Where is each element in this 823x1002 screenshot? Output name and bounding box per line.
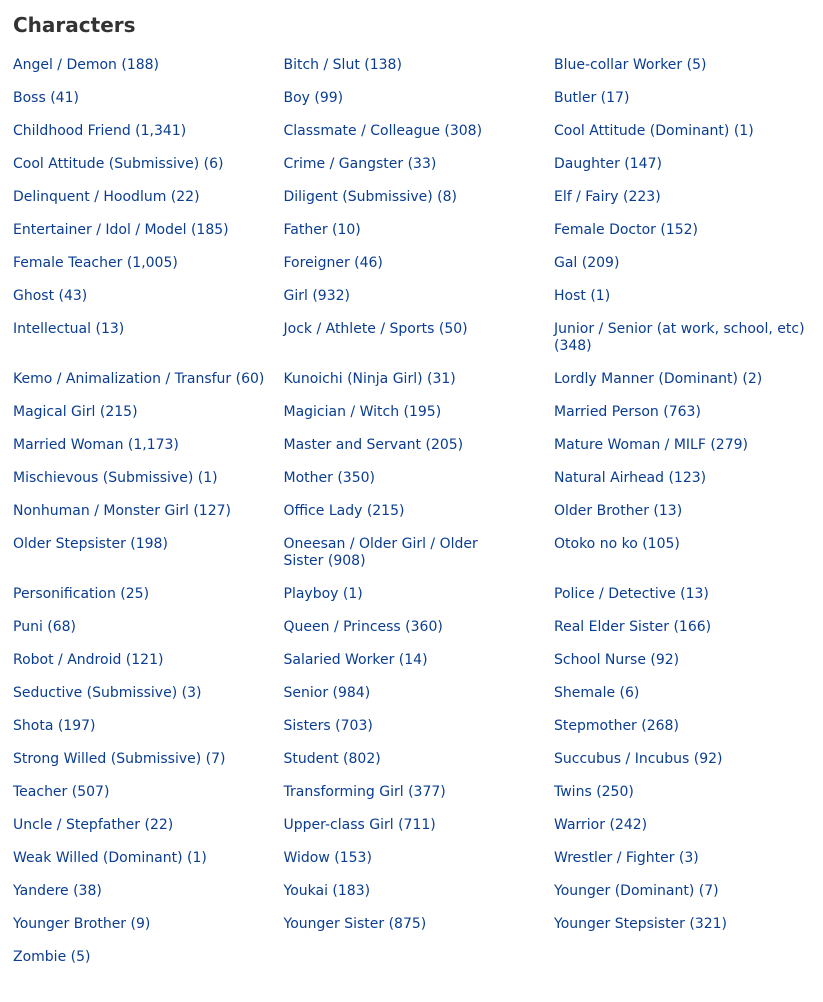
character-tag-link[interactable]: Weak Willed (Dominant) (1) [13, 850, 207, 866]
character-tag-link[interactable]: Nonhuman / Monster Girl (127) [13, 503, 231, 519]
character-tag-cell [13, 883, 284, 916]
character-tag-link[interactable]: Cool Attitude (Dominant) (1) [554, 123, 754, 139]
character-tag-link[interactable]: Magical Girl (215) [13, 404, 138, 420]
character-tag-cell [284, 156, 555, 189]
character-tag-cell [284, 586, 555, 619]
character-tag-cell [13, 437, 284, 470]
character-tag-link[interactable]: Master and Servant (205) [283, 437, 464, 453]
character-tag-link[interactable]: Angel / Demon (188) [13, 57, 160, 73]
character-tag-cell [554, 288, 813, 321]
character-tag-cell [554, 255, 813, 288]
character-tag-cell [284, 437, 555, 470]
character-tag-cell [284, 57, 555, 90]
character-tag-link[interactable]: Shota (197) [13, 718, 96, 734]
character-tag-cell [554, 222, 813, 255]
character-tag-cell [284, 817, 555, 850]
character-tag-link[interactable]: Queen / Princess (360) [283, 619, 443, 635]
character-tag-link[interactable]: Father (10) [283, 222, 361, 238]
character-tag-link[interactable]: Youkai (183) [283, 883, 371, 899]
character-tag-cell [554, 652, 813, 685]
character-tag-link[interactable]: Younger Sister (875) [283, 916, 427, 932]
character-tag-link[interactable]: Jock / Athlete / Sports (50) [283, 321, 468, 337]
character-tag-link[interactable]: Delinquent / Hoodlum (22) [13, 189, 200, 205]
character-tag-cell [554, 883, 813, 916]
character-tag-link[interactable]: Foreigner (46) [283, 255, 383, 271]
character-tag-cell [554, 57, 813, 90]
character-tag-cell [13, 619, 284, 652]
character-tag-cell [13, 718, 284, 751]
character-tag-link[interactable]: Childhood Friend (1,341) [13, 123, 187, 139]
characters-link-grid [13, 57, 813, 982]
character-tag-link[interactable]: Widow (153) [283, 850, 372, 866]
character-tag-cell [13, 404, 284, 437]
character-tag-link[interactable]: Warrior (242) [554, 817, 648, 833]
character-tag-cell [554, 718, 813, 751]
character-tag-link[interactable]: Upper-class Girl (711) [283, 817, 436, 833]
character-tag-cell [284, 751, 555, 784]
character-tag-link[interactable]: Kemo / Animalization / Transfur (60) [13, 371, 265, 387]
character-tag-cell [554, 817, 813, 850]
character-tag-link[interactable]: Host (1) [554, 288, 611, 304]
character-tag-link[interactable]: Classmate / Colleague (308) [283, 123, 483, 139]
character-tag-link[interactable]: Boss (41) [13, 90, 79, 106]
character-tag-link[interactable]: Natural Airhead (123) [554, 470, 707, 486]
character-tag-link[interactable]: Younger Brother (9) [13, 916, 151, 932]
character-tag-cell [554, 536, 813, 586]
character-tag-cell [13, 586, 284, 619]
character-tag-link[interactable]: Personification (25) [13, 586, 150, 602]
character-tag-link[interactable]: Elf / Fairy (223) [554, 189, 661, 205]
character-tag-link[interactable]: Stepmother (268) [554, 718, 679, 734]
character-tag-link[interactable]: Junior / Senior (at work, school, etc) (348) [554, 321, 805, 354]
character-tag-cell [554, 437, 813, 470]
character-tag-cell [13, 916, 284, 949]
character-tag-cell [284, 371, 555, 404]
character-tag-cell [284, 470, 555, 503]
character-tag-cell [13, 90, 284, 123]
character-tag-link[interactable]: Blue-collar Worker (5) [554, 57, 707, 73]
character-tag-cell [554, 751, 813, 784]
character-tag-cell [13, 123, 284, 156]
character-tag-cell [554, 850, 813, 883]
character-tag-cell [13, 156, 284, 189]
character-tag-cell [13, 288, 284, 321]
character-tag-link[interactable]: Ghost (43) [13, 288, 88, 304]
character-tag-link[interactable]: Female Doctor (152) [554, 222, 699, 238]
character-tag-cell [554, 90, 813, 123]
character-tag-link[interactable]: Zombie (5) [13, 949, 91, 965]
character-tag-link[interactable]: Shemale (6) [554, 685, 640, 701]
character-tag-link[interactable]: Succubus / Incubus (92) [554, 751, 723, 767]
character-tag-cell [554, 189, 813, 222]
character-tag-cell [13, 470, 284, 503]
character-tag-link[interactable]: Police / Detective (13) [554, 586, 709, 602]
character-tag-cell [284, 619, 555, 652]
character-tag-link[interactable]: Married Person (763) [554, 404, 701, 420]
character-tag-link[interactable]: Kunoichi (Ninja Girl) (31) [283, 371, 456, 387]
character-tag-link[interactable]: Mother (350) [283, 470, 375, 486]
character-tag-cell [554, 470, 813, 503]
character-tag-cell [284, 255, 555, 288]
character-tag-link[interactable]: School Nurse (92) [554, 652, 680, 668]
character-tag-link[interactable]: Salaried Worker (14) [283, 652, 428, 668]
character-tag-cell [13, 685, 284, 718]
character-tag-cell [13, 255, 284, 288]
character-tag-cell [284, 321, 555, 371]
character-tag-link[interactable]: Twins (250) [554, 784, 634, 800]
character-tag-link[interactable]: Older Stepsister (198) [13, 536, 168, 552]
character-tag-link[interactable]: Student (802) [283, 751, 381, 767]
character-tag-cell [554, 156, 813, 189]
character-tag-cell [554, 784, 813, 817]
character-tag-link[interactable]: Daughter (147) [554, 156, 662, 172]
character-tag-link[interactable]: Gal (209) [554, 255, 620, 271]
character-tag-link[interactable]: Older Brother (13) [554, 503, 683, 519]
character-tag-cell [554, 371, 813, 404]
character-tag-cell [284, 404, 555, 437]
character-tag-cell [13, 817, 284, 850]
character-tag-link[interactable]: Seductive (Submissive) (3) [13, 685, 202, 701]
character-tag-link[interactable]: Wrestler / Fighter (3) [554, 850, 699, 866]
character-tag-cell [284, 503, 555, 536]
character-tag-link[interactable]: Playboy (1) [283, 586, 363, 602]
character-tag-cell [284, 652, 555, 685]
character-tag-cell [554, 321, 813, 371]
character-tag-cell [13, 189, 284, 222]
character-tag-cell [13, 57, 284, 90]
character-tag-link[interactable]: Office Lady (215) [283, 503, 405, 519]
character-tag-cell [13, 536, 284, 586]
character-tag-cell [13, 850, 284, 883]
character-tag-link[interactable]: Senior (984) [283, 685, 371, 701]
character-tag-cell [554, 619, 813, 652]
character-tag-cell [13, 949, 284, 982]
character-tag-link[interactable]: Otoko no ko (105) [554, 536, 680, 552]
section-title: Characters [13, 13, 136, 37]
character-tag-cell [13, 784, 284, 817]
character-tag-link[interactable]: Puni (68) [13, 619, 77, 635]
character-tag-link[interactable]: Crime / Gangster (33) [283, 156, 437, 172]
character-tag-cell [554, 404, 813, 437]
character-tag-link[interactable]: Mature Woman / MILF (279) [554, 437, 748, 453]
character-tag-cell [554, 685, 813, 718]
character-tag-link[interactable]: Uncle / Stepfather (22) [13, 817, 174, 833]
character-tag-cell [284, 222, 555, 255]
character-tag-cell [284, 718, 555, 751]
character-tag-link[interactable]: Real Elder Sister (166) [554, 619, 712, 635]
character-tag-cell [13, 751, 284, 784]
character-tag-cell [13, 371, 284, 404]
character-tag-cell [284, 916, 555, 949]
character-tag-link[interactable]: Boy (99) [283, 90, 344, 106]
character-tag-link[interactable]: Mischievous (Submissive) (1) [13, 470, 218, 486]
character-tag-cell [13, 321, 284, 371]
character-tag-link[interactable]: Intellectual (13) [13, 321, 125, 337]
character-tag-link[interactable]: Robot / Android (121) [13, 652, 164, 668]
character-tag-cell [554, 916, 813, 949]
character-tag-cell [284, 90, 555, 123]
character-tag-cell [284, 850, 555, 883]
character-tag-link[interactable]: Younger (Dominant) (7) [554, 883, 719, 899]
character-tag-link[interactable]: Younger Stepsister (321) [554, 916, 728, 932]
character-tag-cell [284, 123, 555, 156]
character-tag-cell [13, 652, 284, 685]
character-tag-link[interactable]: Oneesan / Older Girl / Older Sister (908) [283, 536, 478, 569]
character-tag-cell [284, 883, 555, 916]
character-tag-cell [284, 189, 555, 222]
character-tag-cell [13, 222, 284, 255]
character-tag-cell [284, 288, 555, 321]
character-tag-cell [13, 503, 284, 536]
character-tag-cell [554, 503, 813, 536]
character-tag-link[interactable]: Female Teacher (1,005) [13, 255, 178, 271]
character-tag-link[interactable]: Entertainer / Idol / Model (185) [13, 222, 229, 238]
character-tag-cell [284, 784, 555, 817]
character-tag-link[interactable]: Diligent (Submissive) (8) [283, 189, 458, 205]
character-tag-cell [554, 586, 813, 619]
character-tag-cell [284, 536, 555, 586]
character-tag-cell [554, 123, 813, 156]
character-tag-link[interactable]: Bitch / Slut (138) [283, 57, 402, 73]
character-tag-link[interactable]: Butler (17) [554, 90, 630, 106]
character-tag-link[interactable]: Cool Attitude (Submissive) (6) [13, 156, 224, 172]
character-tag-link[interactable]: Strong Willed (Submissive) (7) [13, 751, 226, 767]
character-tag-link[interactable]: Magician / Witch (195) [283, 404, 442, 420]
character-tag-cell [284, 685, 555, 718]
character-tag-link[interactable]: Girl (932) [283, 288, 350, 304]
character-tag-link[interactable]: Teacher (507) [13, 784, 110, 800]
character-tag-link[interactable]: Yandere (38) [13, 883, 102, 899]
character-tag-link[interactable]: Married Woman (1,173) [13, 437, 179, 453]
character-tag-link[interactable]: Sisters (703) [283, 718, 373, 734]
character-tag-link[interactable]: Lordly Manner (Dominant) (2) [554, 371, 763, 387]
character-tag-link[interactable]: Transforming Girl (377) [283, 784, 446, 800]
